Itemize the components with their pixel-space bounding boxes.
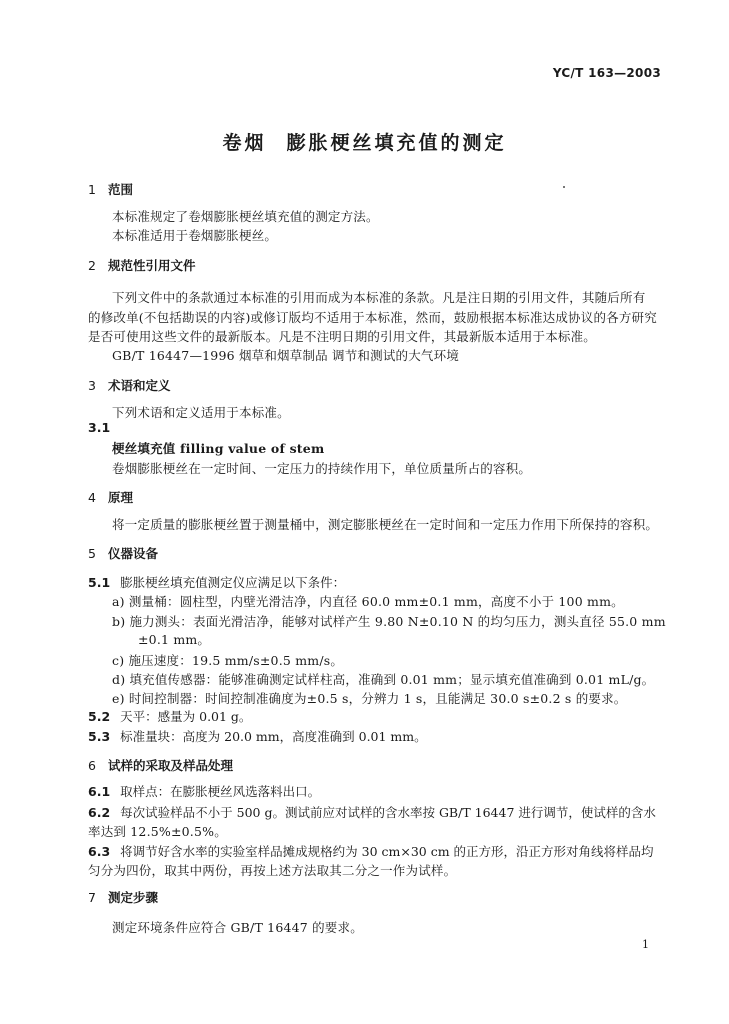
- clause-continuation: 率达到 12.5%±0.5%。: [88, 824, 227, 839]
- clause-6-2: 6.2 每次试验样品不小于 500 g。测试前应对试样的含水率按 GB/T 16447 进行调节，使试样的含水: [88, 805, 656, 820]
- section-title: 范围: [108, 182, 134, 197]
- clause-5-2: 5.2 天平：感量为 0.01 g。: [88, 709, 252, 724]
- clause-5-1: 5.1 膨胀梗丝填充值测定仪应满足以下条件：: [88, 575, 346, 590]
- clause-continuation: 匀分为四份，取其中两份，再按上述方法取其二分之一作为试样。: [88, 863, 457, 878]
- clause-5-3: 5.3 标准量块：高度为 20.0 mm，高度准确到 0.01 mm。: [88, 729, 427, 744]
- section-number: 5: [88, 546, 96, 561]
- paragraph: 将一定质量的膨胀梗丝置于测量桶中，测定膨胀梗丝在一定时间和一定压力作用下所保持的容积。: [112, 517, 659, 532]
- paragraph-line: 是否可使用这些文件的最新版本。凡是不注明日期的引用文件，其最新版本适用于本标准。: [88, 329, 597, 344]
- section-number: 3: [88, 378, 96, 393]
- section-title: 仪器设备: [108, 546, 159, 561]
- section-5-heading: [88, 544, 158, 562]
- title-part-2: 膨胀梗丝填充值的测定: [286, 132, 507, 154]
- list-item-continuation: ±0.1 mm。: [138, 632, 211, 647]
- page-number: 1: [642, 938, 649, 951]
- clause-6-1: 6.1 取样点：在膨胀梗丝风选落料出口。: [88, 784, 321, 799]
- paragraph: 本标准适用于卷烟膨胀梗丝。: [112, 228, 278, 243]
- page-title: [0, 128, 729, 155]
- list-item: c) 施压速度：19.5 mm/s±0.5 mm/s。: [112, 653, 344, 668]
- section-3-heading: [88, 376, 171, 394]
- paragraph-line: 下列文件中的条款通过本标准的引用而成为本标准的条款。凡是注日期的引用文件，其随后所有: [112, 290, 646, 305]
- paragraph-line: 的修改单(不包括勘误的内容)或修订版均不适用于本标准，然而，鼓励根据本标准达成协议的各方研究: [88, 310, 657, 325]
- normative-reference: GB/T 16447—1996 烟草和烟草制品 调节和测试的大气环境: [112, 348, 460, 363]
- section-number: 2: [88, 258, 96, 273]
- paragraph: 测定环境条件应符合 GB/T 16447 的要求。: [112, 920, 363, 935]
- scan-speck: [563, 186, 565, 188]
- section-6-heading: [88, 756, 233, 774]
- section-title: 测定步骤: [108, 890, 159, 905]
- section-title: 试样的采取及样品处理: [108, 758, 234, 773]
- section-title: 规范性引用文件: [108, 258, 196, 273]
- list-item: d) 填充值传感器：能够准确测定试样柱高，准确到 0.01 mm；显示填充值准确到 0.01 mL/g。: [112, 672, 655, 687]
- paragraph: 本标准规定了卷烟膨胀梗丝填充值的测定方法。: [112, 209, 379, 224]
- section-2-heading: [88, 256, 196, 274]
- section-4-heading: [88, 488, 133, 506]
- title-part-1: 卷烟: [222, 132, 267, 154]
- section-number: 7: [88, 890, 96, 905]
- section-number: 4: [88, 490, 96, 505]
- standard-number: YC/T 163—2003: [552, 66, 661, 80]
- section-title: 术语和定义: [108, 378, 171, 393]
- clause-6-3: 6.3 将调节好含水率的实验室样品摊成规格约为 30 cm×30 cm 的正方形，沿正方形对角线将样品均: [88, 844, 654, 859]
- list-item: a) 测量桶：圆柱型，内壁光滑洁净，内直径 60.0 mm±0.1 mm，高度不小于 100 mm。: [112, 594, 624, 609]
- section-number: 1: [88, 182, 96, 197]
- section-title: 原理: [108, 490, 134, 505]
- section-number: 6: [88, 758, 96, 773]
- section-1-heading: [88, 180, 133, 198]
- list-item: b) 施力测头：表面光滑洁净，能够对试样产生 9.80 N±0.10 N 的均匀压力，测头直径 55.0 mm: [112, 614, 666, 629]
- section-7-heading: [88, 888, 158, 906]
- list-item: e) 时间控制器：时间控制准确度为±0.5 s，分辨力 1 s，且能满足 30.0 s±0.2 s 的要求。: [112, 691, 627, 706]
- paragraph: 下列术语和定义适用于本标准。: [112, 405, 290, 420]
- term-heading: 梗丝填充值 filling value of stem: [112, 441, 325, 456]
- term-definition: 卷烟膨胀梗丝在一定时间、一定压力的持续作用下，单位质量所占的容积。: [112, 461, 532, 476]
- clause-number: 3.1: [88, 420, 111, 435]
